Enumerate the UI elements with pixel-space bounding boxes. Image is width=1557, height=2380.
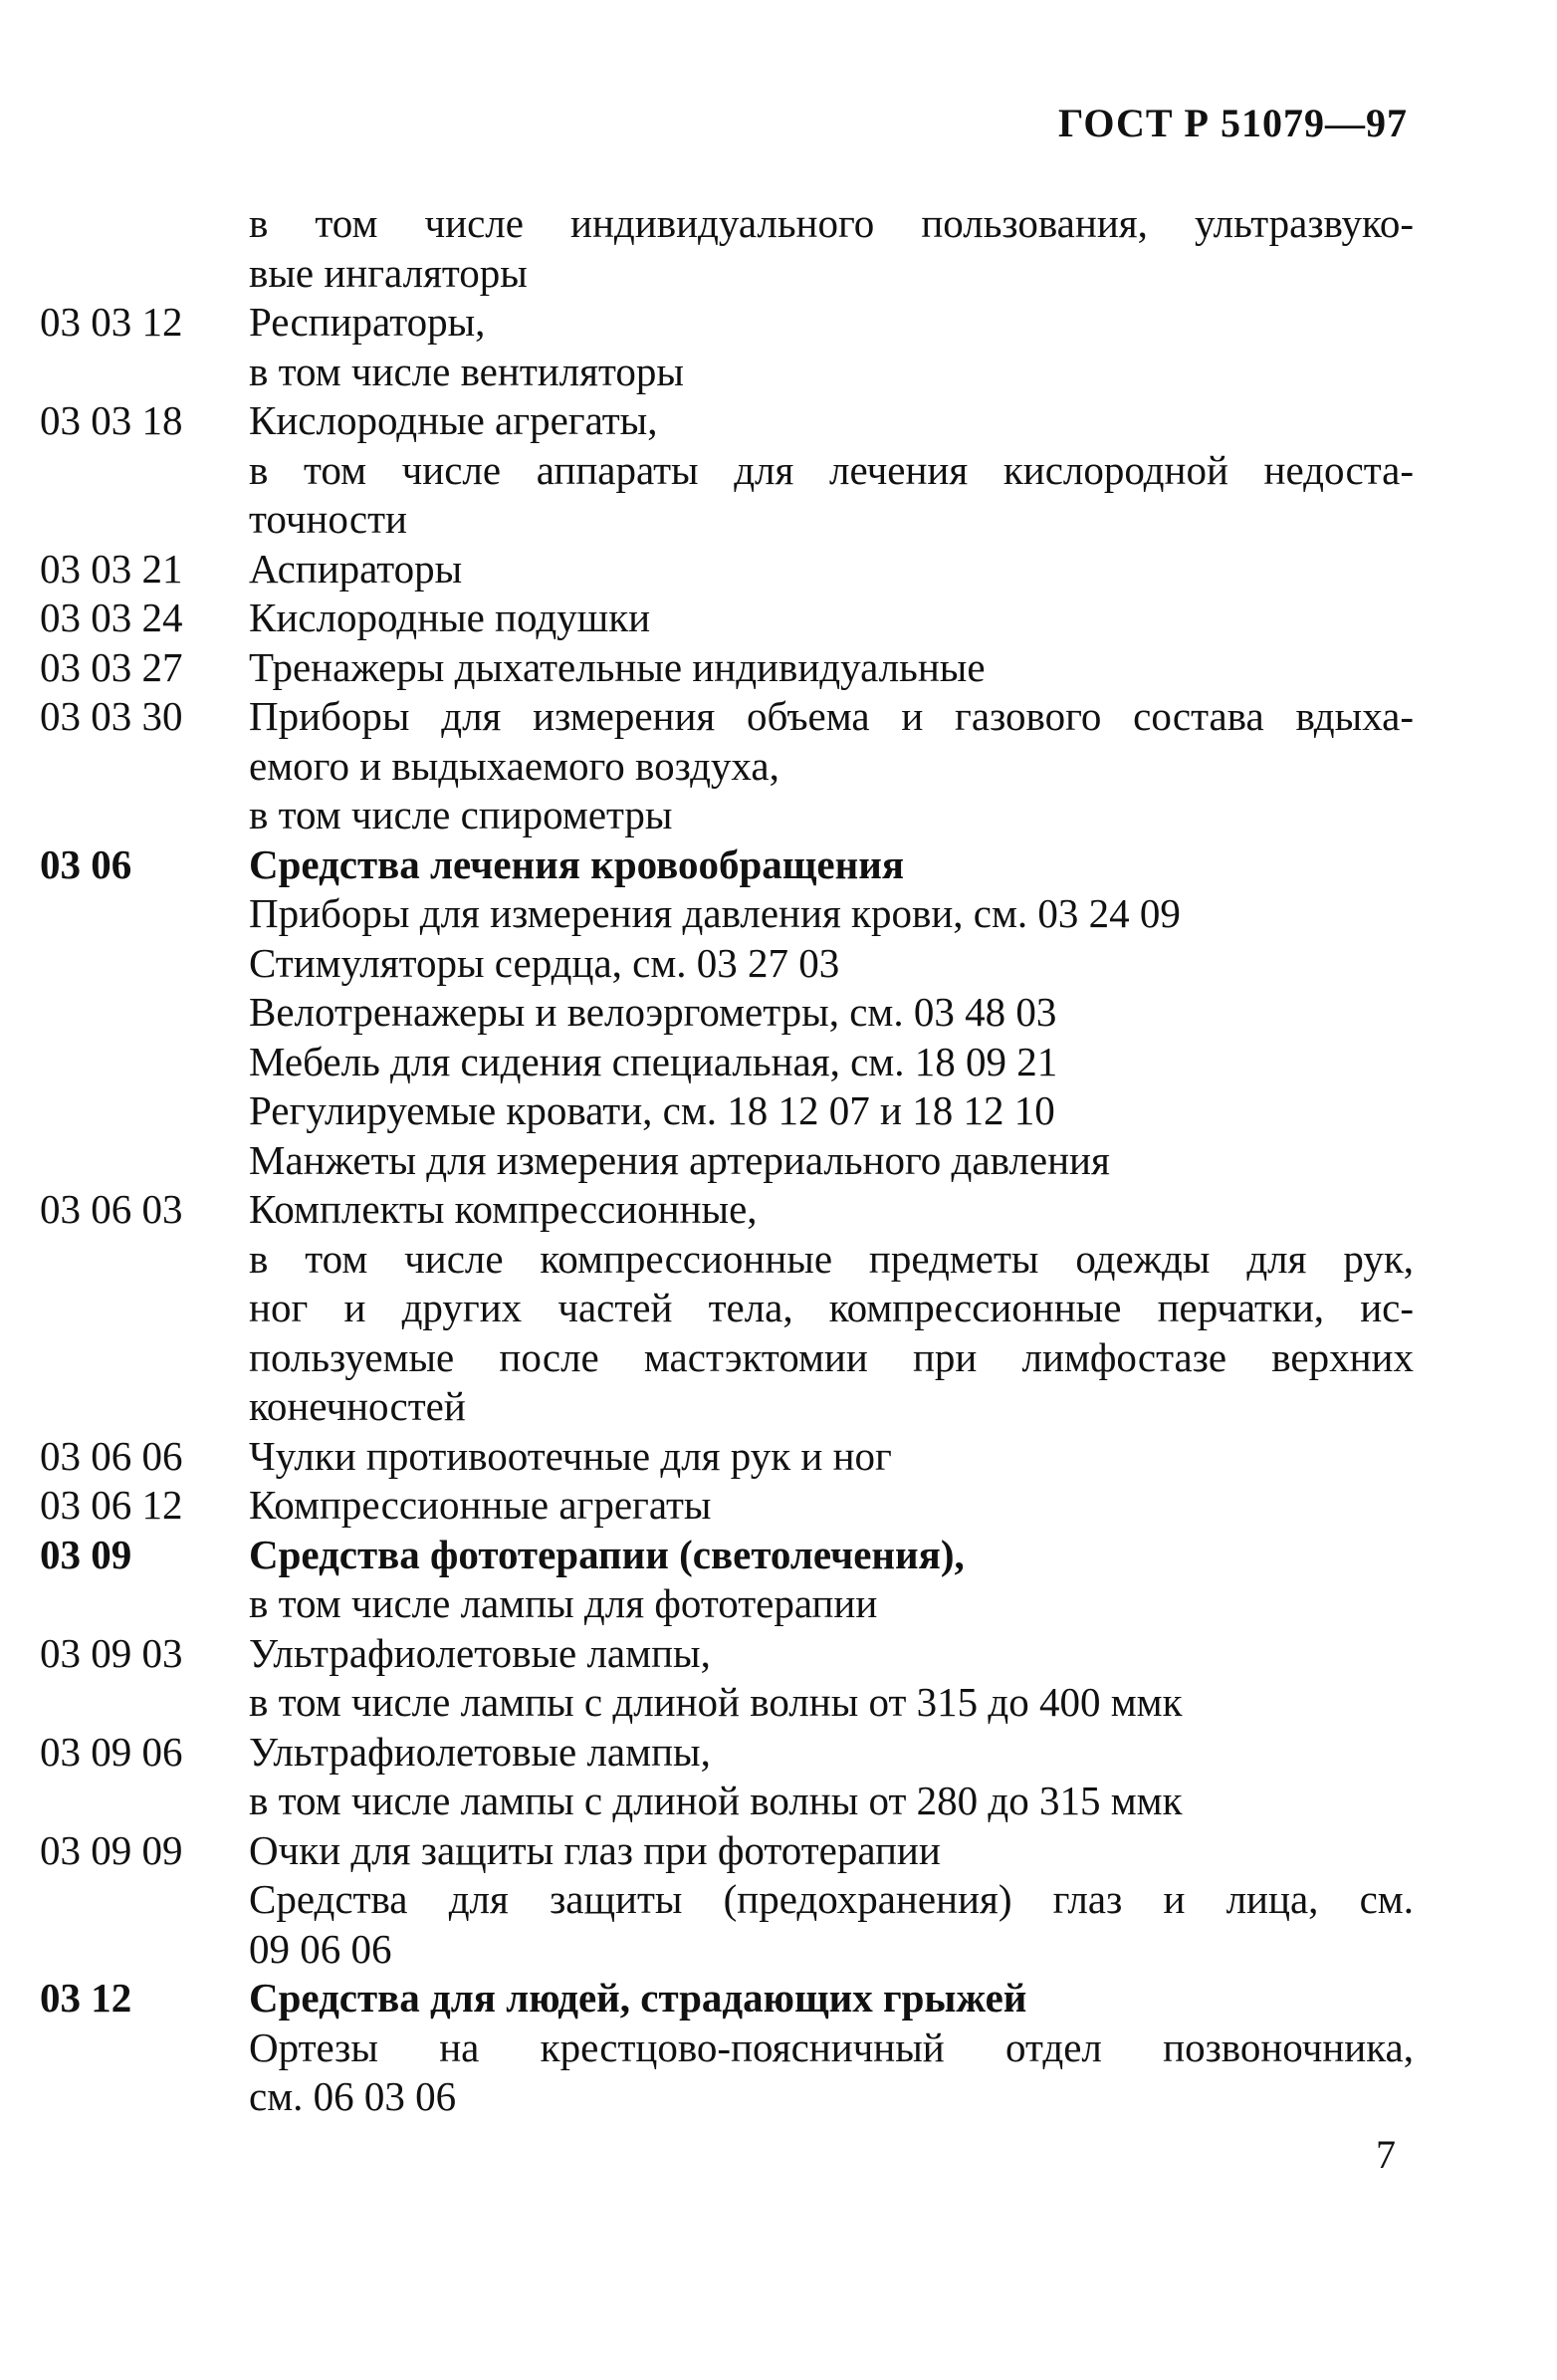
classification-entry	[40, 594, 1414, 643]
entry-code: 03 03 30	[40, 693, 183, 739]
entry-text-line: Ортезы на крестцово-поясничный отдел позвоночника,	[249, 2023, 1414, 2070]
entry-text-line: в том числе спирометры	[249, 792, 673, 837]
entry-text	[249, 594, 1414, 643]
entry-text-line: Велотренажеры и велоэргометры, см. 03 48 03	[249, 989, 1057, 1035]
entry-text	[249, 692, 1414, 840]
entry-text-line: Кислородные агрегаты,	[249, 397, 658, 443]
classification-entry	[40, 1531, 1414, 1580]
entry-text-line: Приборы для измерения объема и газового состава вдыха-	[249, 693, 1414, 739]
entry-text	[249, 298, 1414, 396]
entry-code: 03 03 18	[40, 397, 183, 443]
entry-text-line: Очки для защиты глаз при фототерапии	[249, 1826, 941, 1873]
entry-text	[249, 889, 1414, 1185]
entry-text-line: Мебель для сидения специальная, см. 18 09 21	[249, 1038, 1058, 1084]
classification-list	[40, 199, 1414, 2122]
entry-text	[249, 545, 1414, 595]
entry-code: 03 09 03	[40, 1629, 183, 1676]
classification-note	[40, 1579, 1414, 1629]
entry-text-line: Кислородные подушки	[249, 595, 651, 640]
entry-text-line: Компрессионные агрегаты	[249, 1482, 712, 1528]
entry-code: 03 09 06	[40, 1728, 183, 1775]
entry-text-line: Приборы для измерения давления крови, см. 03 24 09	[249, 890, 1181, 936]
entry-text	[249, 1531, 1414, 1580]
entry-text-line: Средства фототерапии (светолечения),	[249, 1531, 965, 1577]
classification-note	[40, 199, 1414, 298]
entry-text	[249, 1432, 1414, 1482]
entry-text-line: Ультрафиолетовые лампы,	[249, 1629, 711, 1676]
entry-code: 03 06 03	[40, 1186, 183, 1232]
entry-code: 03 03 27	[40, 643, 183, 690]
entry-text	[249, 1481, 1414, 1531]
classification-entry	[40, 1826, 1414, 1876]
entry-text-line: Стимуляторы сердца, см. 03 27 03	[249, 939, 840, 986]
classification-entry	[40, 1728, 1414, 1826]
classification-note	[40, 889, 1414, 1185]
entry-text	[249, 199, 1414, 298]
entry-text	[249, 1579, 1414, 1629]
classification-entry	[40, 545, 1414, 595]
entry-text-line: Респираторы,	[249, 299, 486, 345]
entry-text	[249, 396, 1414, 545]
classification-entry	[40, 1629, 1414, 1728]
entry-text-line: в том числе индивидуального пользования, ультразвуко-	[249, 200, 1414, 246]
page-number: 7	[1376, 2132, 1396, 2177]
entry-text	[249, 1629, 1414, 1728]
entry-text-line: в том числе компрессионные предметы одежды для рук,	[249, 1235, 1414, 1282]
classification-entry	[40, 643, 1414, 693]
classification-note	[40, 1875, 1414, 1974]
classification-entry	[40, 298, 1414, 396]
entry-text-line: точности	[249, 496, 407, 542]
entry-text-line: Чулки противоотечные для рук и ног	[249, 1432, 892, 1479]
entry-text-line: в том числе лампы с длиной волны от 280 до 315 ммк	[249, 1778, 1183, 1823]
entry-text-line: пользуемые после мастэктомии при лимфостазе верхних	[249, 1333, 1414, 1380]
entry-text-line: Комплекты компрессионные,	[249, 1186, 758, 1232]
document-number-header: ГОСТ Р 51079—97	[1057, 101, 1408, 145]
entry-text-line: в том числе лампы для фототерапии	[249, 1580, 878, 1626]
entry-text-line: Аспираторы	[249, 545, 463, 592]
classification-entry	[40, 1481, 1414, 1531]
entry-text-line: Тренажеры дыхательные индивидуальные	[249, 643, 986, 690]
entry-text-line: емого и выдыхаемого воздуха,	[249, 742, 779, 789]
classification-entry	[40, 396, 1414, 545]
classification-entry	[40, 1185, 1414, 1432]
entry-text-line: в том числе вентиляторы	[249, 348, 684, 394]
entry-text-line: Регулируемые кровати, см. 18 12 07 и 18 12 10	[249, 1087, 1055, 1133]
classification-entry	[40, 692, 1414, 840]
entry-text-line: Манжеты для измерения артериального давления	[249, 1136, 1110, 1183]
entry-text-line: Средства лечения кровообращения	[249, 840, 905, 887]
entry-text	[249, 1826, 1414, 1876]
entry-code: 03 06	[40, 840, 132, 887]
entry-text	[249, 1974, 1414, 2023]
entry-text-line: в том числе лампы с длиной волны от 315 до 400 ммк	[249, 1679, 1183, 1725]
entry-text	[249, 1185, 1414, 1432]
entry-text-line: Средства для защиты (предохранения) глаз и лица, см.	[249, 1876, 1414, 1922]
entry-text-line: конечностей	[249, 1383, 466, 1429]
entry-code: 03 06 12	[40, 1482, 183, 1528]
entry-text-line: в том числе аппараты для лечения кислородной недоста-	[249, 446, 1414, 493]
entry-text	[249, 1728, 1414, 1826]
entry-code: 03 12	[40, 1975, 132, 2021]
entry-text-line: 09 06 06	[249, 1925, 392, 1972]
entry-text	[249, 840, 1414, 890]
entry-text-line: вые ингаляторы	[249, 249, 528, 296]
classification-note	[40, 2023, 1414, 2122]
entry-text-line: Средства для людей, страдающих грыжей	[249, 1975, 1027, 2021]
classification-entry	[40, 1432, 1414, 1482]
entry-text	[249, 643, 1414, 693]
entry-code: 03 09 09	[40, 1826, 183, 1873]
entry-text	[249, 1875, 1414, 1974]
entry-code: 03 03 24	[40, 595, 183, 640]
entry-text-line: Ультрафиолетовые лампы,	[249, 1728, 711, 1775]
classification-entry	[40, 840, 1414, 890]
entry-text-line: ног и других частей тела, компрессионные перчатки, ис-	[249, 1285, 1414, 1330]
entry-code: 03 03 12	[40, 299, 183, 345]
entry-code: 03 09	[40, 1531, 132, 1577]
entry-text	[249, 2023, 1414, 2122]
classification-entry	[40, 1974, 1414, 2023]
entry-text-line: см. 06 03 06	[249, 2073, 457, 2119]
entry-code: 03 03 21	[40, 545, 183, 592]
entry-code: 03 06 06	[40, 1432, 183, 1479]
